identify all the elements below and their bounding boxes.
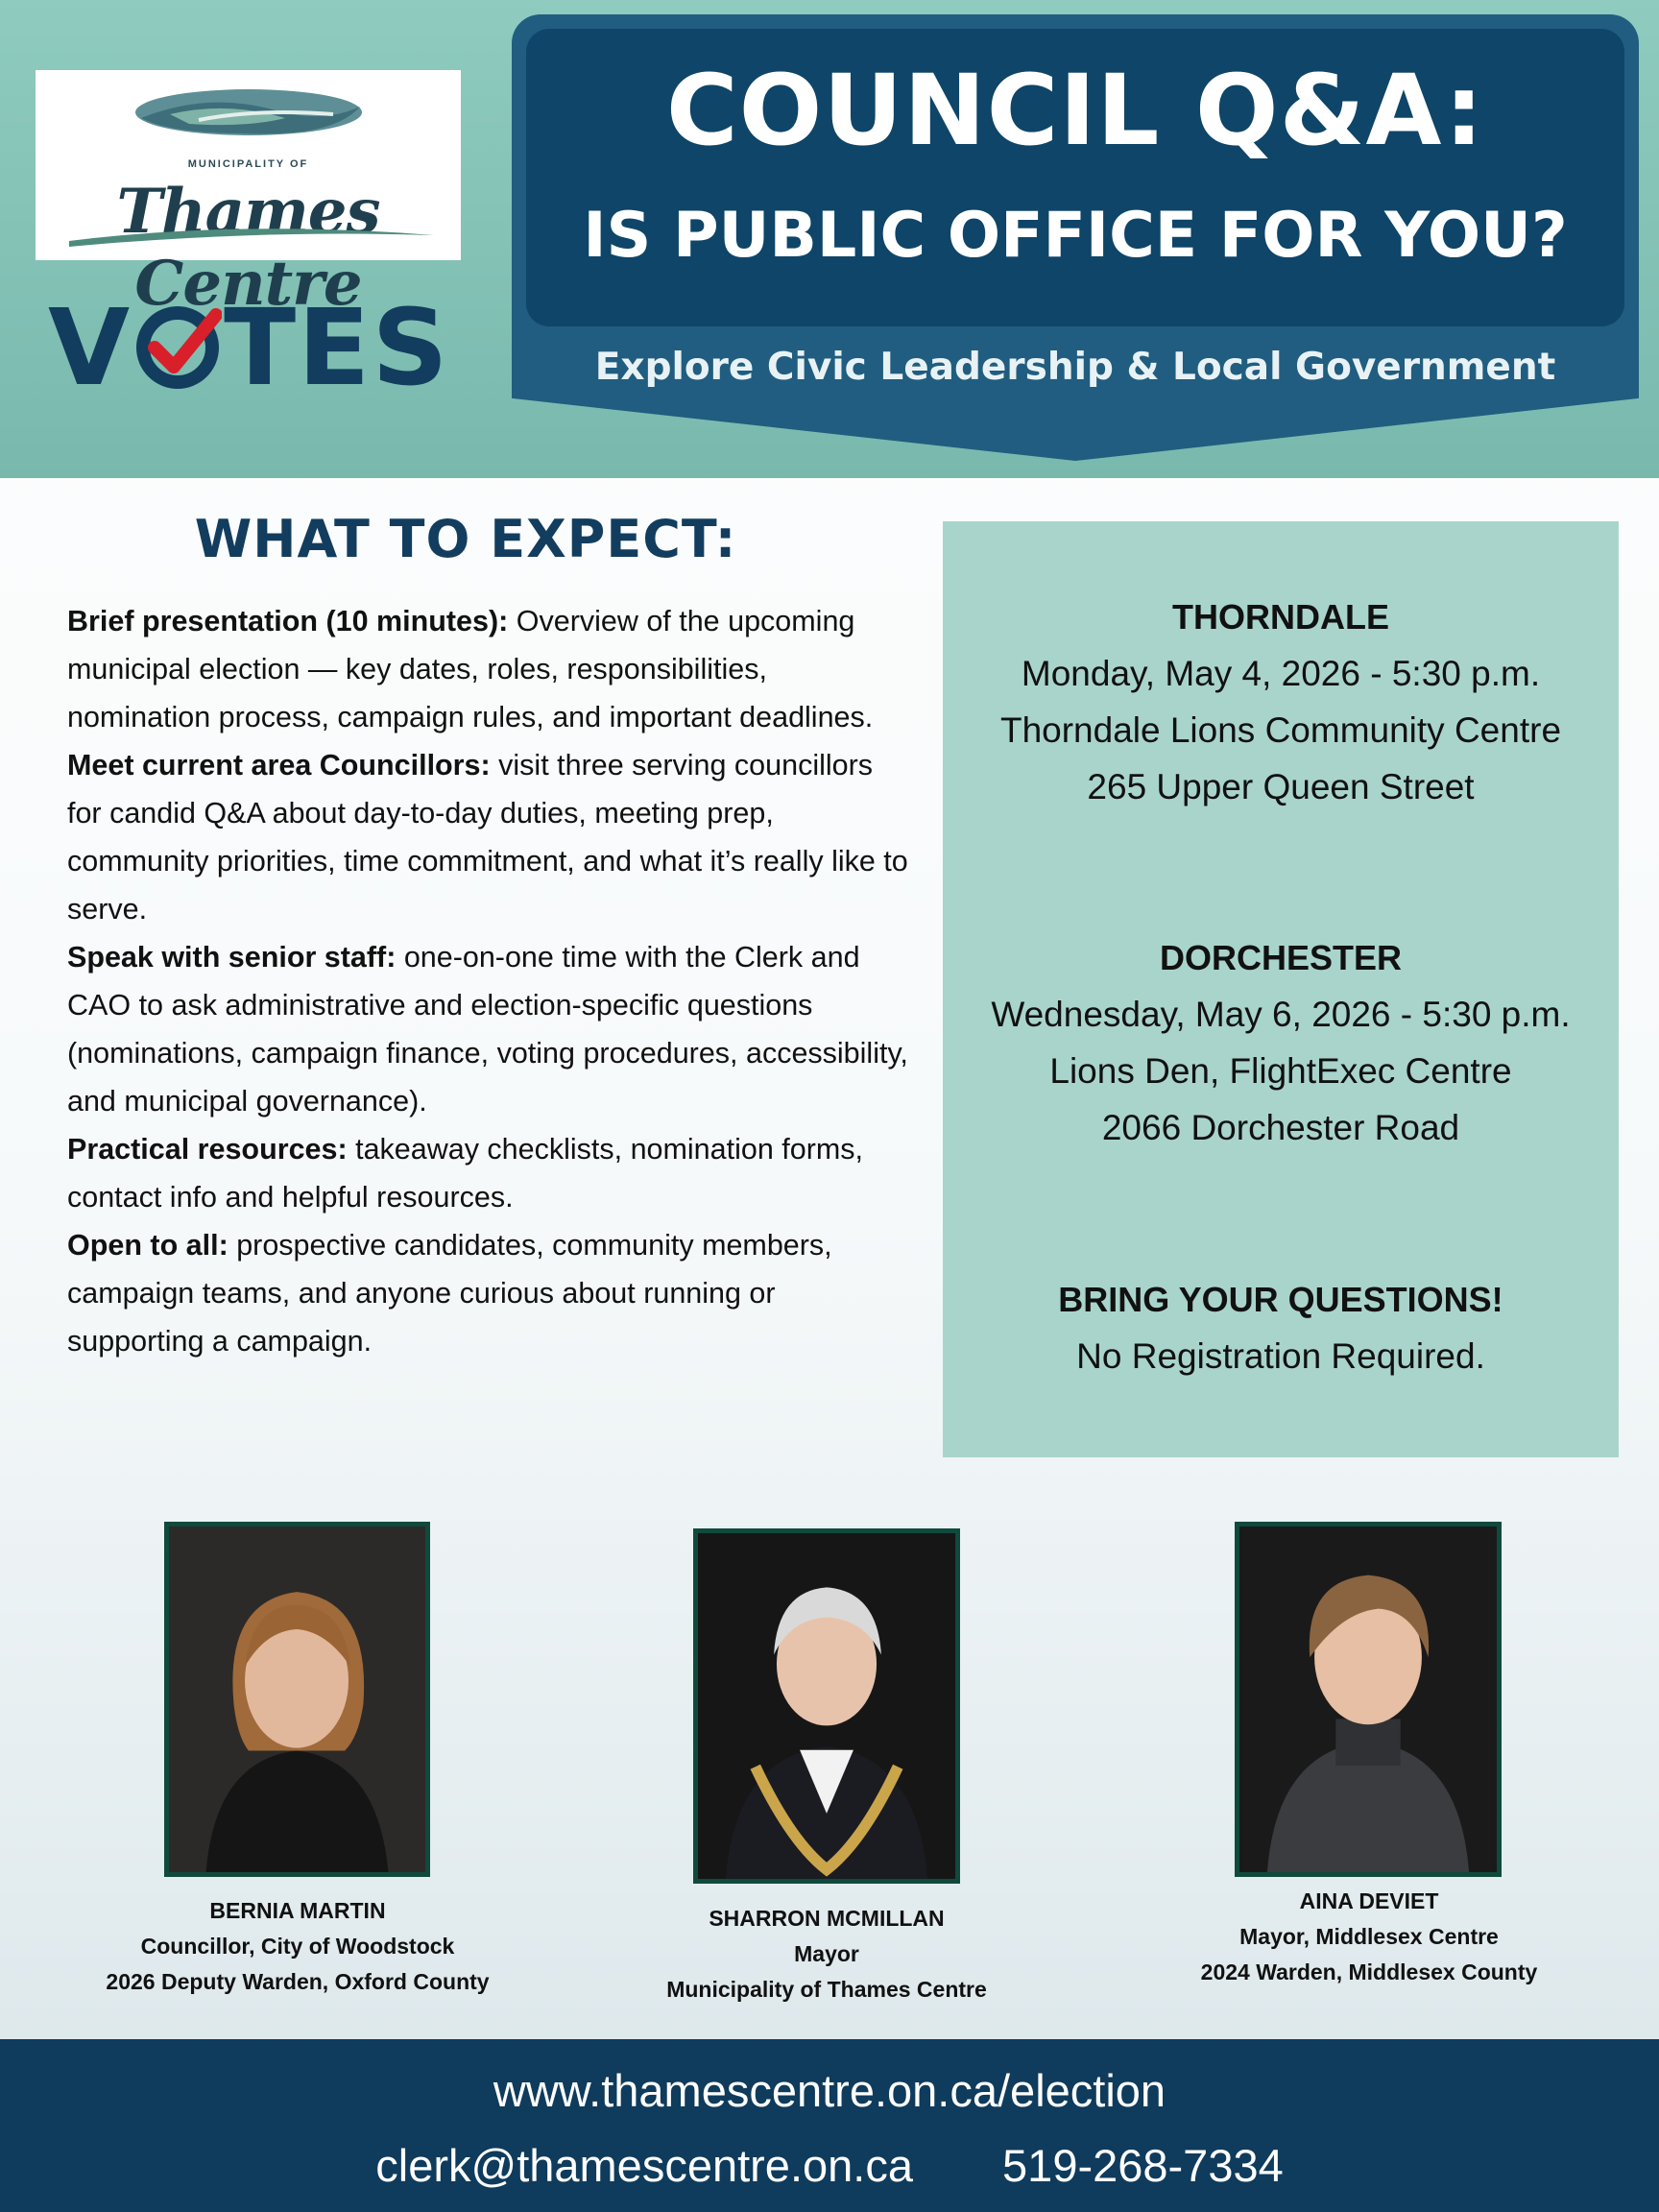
item-label: Speak with senior staff: xyxy=(67,941,397,974)
footer-contact-bar xyxy=(0,2039,1659,2212)
person-role: 2024 Warden, Middlesex County xyxy=(1200,1960,1538,1984)
events-panel xyxy=(943,521,1619,1457)
person-role: Municipality of Thames Centre xyxy=(666,1977,987,2002)
list-item xyxy=(67,1221,912,1365)
item-text: visit three serving councillors for candid Q&A about day-to-day duties, meeting prep, community priorities, time commitment, and what it’s really like to serve. xyxy=(67,749,908,926)
what-to-expect-list xyxy=(67,597,912,1365)
event-venue: Lions Den, FlightExec Centre xyxy=(1049,1051,1512,1091)
event-call-to-action xyxy=(943,1272,1619,1384)
phone-number[interactable]: 519-268-7334 xyxy=(1002,2140,1284,2191)
what-to-expect-heading: WHAT TO EXPECT: xyxy=(194,509,737,569)
website-link[interactable]: www.thamescentre.on.ca/election xyxy=(493,2065,1166,2116)
person-portrait-icon xyxy=(698,1533,955,1879)
list-item xyxy=(67,1125,912,1221)
votes-letters-tes: TES xyxy=(224,286,450,409)
logo-small-text: MUNICIPALITY OF xyxy=(187,158,309,170)
event-address: 265 Upper Queen Street xyxy=(1087,767,1475,806)
event-dorchester xyxy=(943,930,1619,1156)
list-item xyxy=(67,741,912,933)
cta-heading: BRING YOUR QUESTIONS! xyxy=(1058,1280,1503,1319)
logo-script-text: Thames Centre xyxy=(116,176,380,320)
event-venue: Thorndale Lions Community Centre xyxy=(999,710,1562,750)
person-title: Mayor xyxy=(794,1941,859,1966)
event-location-name: THORNDALE xyxy=(1172,597,1389,637)
item-label: Open to all: xyxy=(67,1229,228,1262)
item-text: one-on-one time with the Clerk and CAO to ask administrative and election-specific questions (nominations, campaign finance, voting procedures, accessibility, and municipal governance). xyxy=(67,941,908,1118)
item-text: prospective candidates, community members, campaign teams, and anyone curious about running or supporting a campaign. xyxy=(67,1229,832,1358)
banner-title-line2: IS PUBLIC OFFICE FOR YOU? xyxy=(583,200,1568,272)
logo-swoosh-icon xyxy=(64,224,439,252)
event-location-name: DORCHESTER xyxy=(1159,938,1403,977)
person-name: SHARRON MCMILLAN xyxy=(709,1906,945,1931)
person-caption-aina-deviet xyxy=(1119,1884,1619,1990)
portrait-photo-bernia-martin xyxy=(164,1522,430,1877)
person-name: BERNIA MARTIN xyxy=(209,1898,386,1923)
email-link[interactable]: clerk@thamescentre.on.ca xyxy=(375,2140,913,2191)
item-label: Practical resources: xyxy=(67,1133,348,1166)
portrait-photo-sharron-mcmillan xyxy=(693,1528,960,1884)
checkmark-circle-icon xyxy=(133,303,222,392)
cta-note: No Registration Required. xyxy=(1076,1336,1485,1376)
person-portrait-icon xyxy=(169,1527,425,1872)
person-caption-bernia-martin xyxy=(38,1893,557,2000)
header-banner xyxy=(0,0,1659,478)
banner-title-line1: COUNCIL Q&A: xyxy=(665,54,1485,168)
event-address: 2066 Dorchester Road xyxy=(1101,1108,1460,1147)
list-item xyxy=(67,597,912,741)
person-caption-sharron-mcmillan xyxy=(567,1901,1086,2008)
list-item xyxy=(67,933,912,1125)
person-name: AINA DEVIET xyxy=(1299,1888,1439,1913)
person-role: 2026 Deputy Warden, Oxford County xyxy=(106,1969,490,1994)
person-portrait-icon xyxy=(1239,1527,1497,1872)
item-text: takeaway checklists, nomination forms, contact info and helpful resources. xyxy=(67,1133,863,1214)
event-date: Wednesday, May 6, 2026 - 5:30 p.m. xyxy=(991,995,1571,1034)
item-label: Meet current area Councillors: xyxy=(67,749,491,781)
thames-centre-logo xyxy=(36,70,461,320)
votes-letter-v: V xyxy=(48,286,132,409)
person-title: Councillor, City of Woodstock xyxy=(140,1934,455,1959)
landscape-emblem-icon xyxy=(132,85,367,143)
banner-subtitle: Explore Civic Leadership & Local Government xyxy=(594,346,1556,389)
event-thorndale xyxy=(943,589,1619,815)
footer-contact-row xyxy=(0,2139,1659,2192)
portrait-photo-aina-deviet xyxy=(1235,1522,1502,1877)
item-label: Brief presentation (10 minutes): xyxy=(67,605,509,637)
votes-wordmark xyxy=(48,286,450,409)
person-title: Mayor, Middlesex Centre xyxy=(1239,1924,1499,1949)
item-text: Overview of the upcoming municipal election — key dates, roles, responsibilities, nomination process, campaign rules, and important deadlines. xyxy=(67,605,874,733)
event-date: Monday, May 4, 2026 - 5:30 p.m. xyxy=(1021,654,1541,693)
